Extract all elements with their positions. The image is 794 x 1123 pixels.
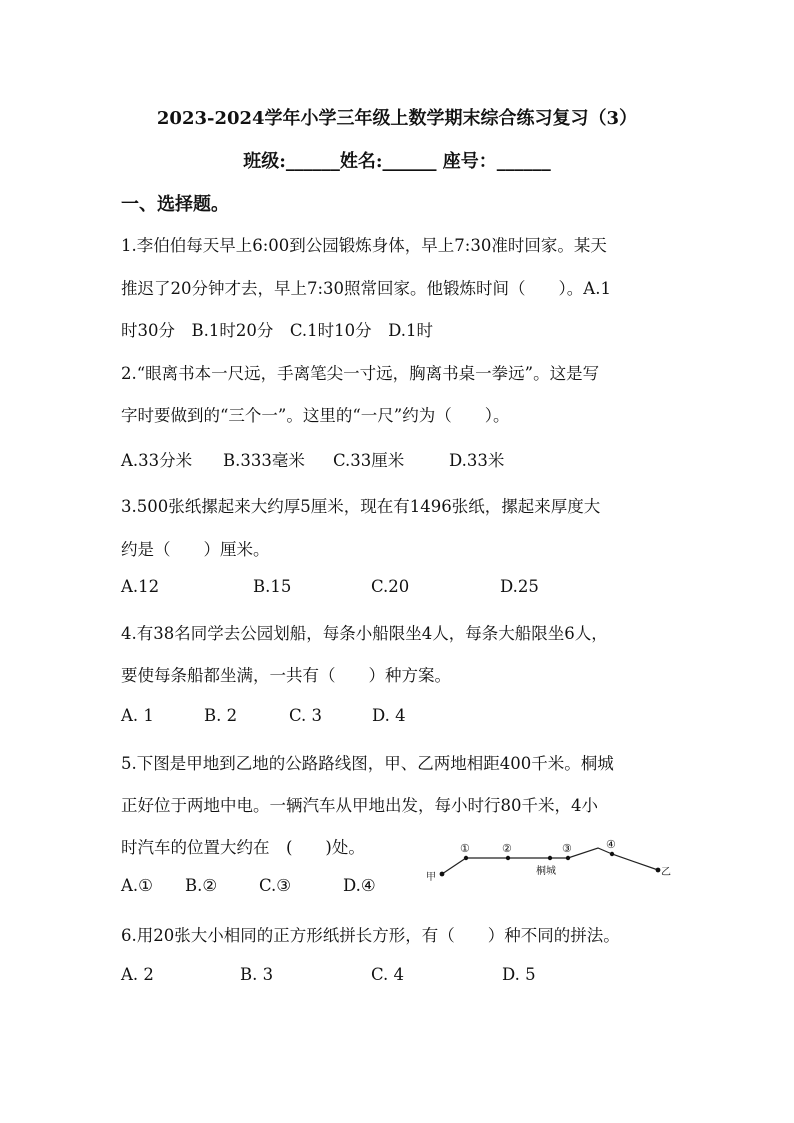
q2-option-a: A.33分米 xyxy=(121,451,193,470)
start-point xyxy=(440,872,445,877)
q6-option-a: A. 2 xyxy=(121,965,154,984)
q6-option-c: C. 4 xyxy=(371,965,405,984)
q2-line-2: 字时要做到的“三个一”。这里的“一尺”约为（ ）。 xyxy=(121,406,510,425)
page-title: 2023-2024学年小学三年级上数学期末综合练习复习（3） xyxy=(156,108,638,129)
q2-option-d: D.33米 xyxy=(449,451,505,470)
marker-point-4 xyxy=(610,852,614,856)
town-label: 桐城 xyxy=(536,866,556,877)
q3-option-b: B.15 xyxy=(253,577,292,596)
town-point xyxy=(548,856,552,860)
q5-line-1: 5.下图是甲地到乙地的公路路线图，甲、乙两地相距400千米。桐城 xyxy=(121,754,614,773)
q4-options xyxy=(121,706,406,725)
q2-options xyxy=(121,447,504,471)
marker-label-3: ③ xyxy=(562,842,572,855)
q4-line-1: 4.有38名同学去公园划船，每条小船限坐4人，每条大船限坐6人， xyxy=(121,624,608,643)
section-title: 一、选择题。 xyxy=(121,194,229,215)
marker-label-4: ④ xyxy=(606,838,616,851)
q3-line-1: 3.500张纸摞起来大约厚5厘米，现在有1496张纸，摞起来厚度大 xyxy=(121,497,601,516)
q1-line-1: 1.李伯伯每天早上6:00到公园锻炼身体，早上7:30准时回家。某天 xyxy=(121,236,607,255)
q3-options xyxy=(121,577,539,596)
q5-options xyxy=(121,876,376,895)
q3-option-c: C.20 xyxy=(371,577,410,596)
q5-line-2: 正好位于两地中电。一辆汽车从甲地出发，每小时行80千米，4小 xyxy=(121,796,598,815)
q6-options xyxy=(121,965,536,984)
q1-line-2: 推迟了20分钟才去，早上7:30照常回家。他锻炼时间（ ）。A.1 xyxy=(121,279,611,298)
q3-line-2: 约是（ ）厘米。 xyxy=(121,540,270,559)
marker-point-1 xyxy=(464,856,468,860)
q1-line-3: 时30分 B.1时20分 C.1时10分 D.1时 xyxy=(121,321,434,340)
q4-option-c: C. 3 xyxy=(289,706,323,725)
q4-option-d: D. 4 xyxy=(372,706,406,725)
marker-label-1: ① xyxy=(460,842,470,855)
q5-option-d: D.④ xyxy=(343,876,376,895)
q5-option-a: A.① xyxy=(121,876,153,895)
q4-option-b: B. 2 xyxy=(204,706,238,725)
q6-option-d: D. 5 xyxy=(502,965,536,984)
q3-option-a: A.12 xyxy=(121,577,160,596)
q4-line-2: 要使每条船都坐满，一共有（ ）种方案。 xyxy=(121,666,451,685)
student-info-line: 班级:______姓名:______ 座号：______ xyxy=(243,151,551,172)
q5-option-c: C.③ xyxy=(259,876,292,895)
route-map-diagram xyxy=(420,836,680,892)
q2-option-b: B.333毫米 xyxy=(223,451,305,470)
q6-option-b: B. 3 xyxy=(240,965,274,984)
end-label: 乙 xyxy=(661,867,671,878)
end-point xyxy=(656,868,661,873)
q2-option-c: C.33厘米 xyxy=(333,451,405,470)
q5-option-b: B.② xyxy=(185,876,218,895)
start-label: 甲 xyxy=(426,872,436,883)
q6-line-1: 6.用20张大小相同的正方形纸拼长方形，有（ ）种不同的拼法。 xyxy=(121,926,620,945)
q3-option-d: D.25 xyxy=(500,577,539,596)
q5-line-3: 时汽车的位置大约在 ( )处。 xyxy=(121,838,365,857)
q2-line-1: 2.“眼离书本一尺远，手离笔尖一寸远，胸离书桌一拳远”。这是写 xyxy=(121,364,600,383)
q4-option-a: A. 1 xyxy=(121,706,154,725)
marker-point-2 xyxy=(506,856,510,860)
marker-point-3 xyxy=(566,856,570,860)
marker-label-2: ② xyxy=(502,842,512,855)
